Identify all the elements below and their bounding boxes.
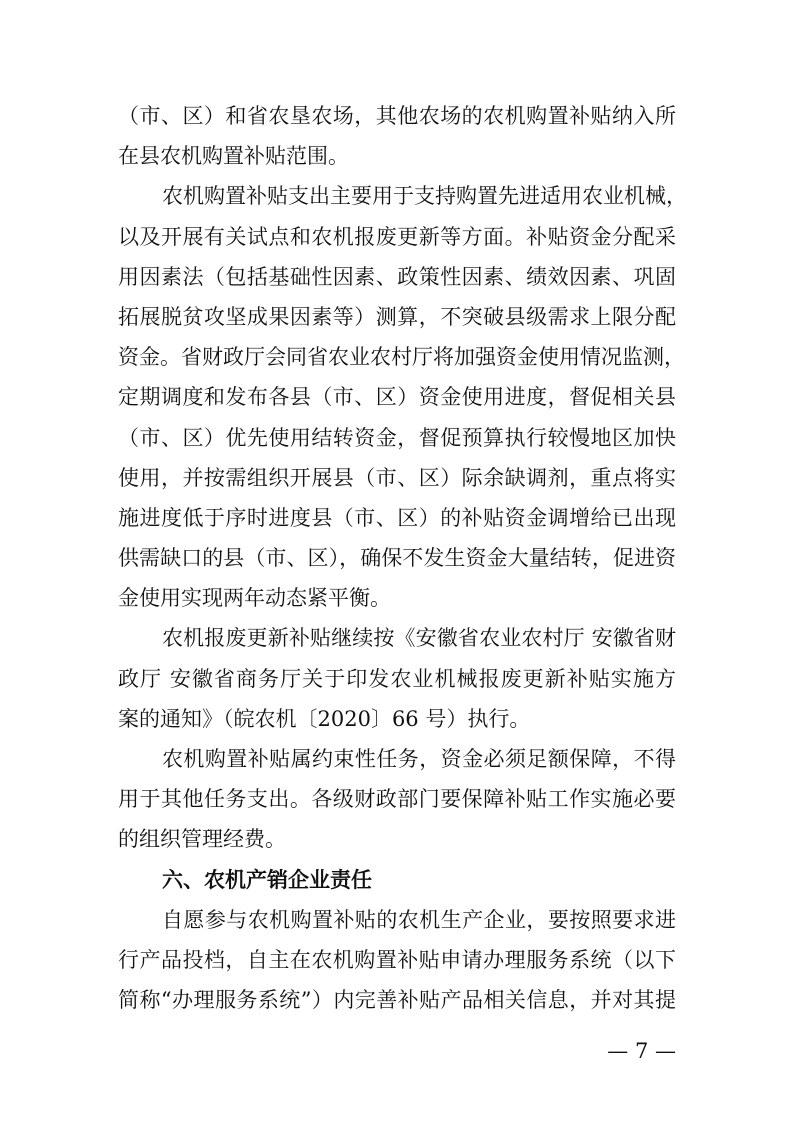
paragraph-line: 行产品投档，自主在农机购置补贴申请办理服务系统（以下 (118, 947, 676, 972)
paragraph-line: 使用，并按需组织开展县（市、区）际余缺调剂，重点将实 (118, 465, 676, 490)
paragraph-line: 农机购置补贴属约束性任务，资金必须足额保障，不得 (162, 747, 676, 771)
paragraph-line: 的组织管理经费。 (118, 827, 286, 852)
paragraph-line: 供需缺口的县（市、区），确保不发生资金大量结转，促进资 (118, 546, 676, 571)
paragraph-line: 农机报废更新补贴继续按《安徽省农业农村厅 安徽省财 (162, 626, 676, 651)
page-number: — 7 — (607, 1039, 676, 1063)
paragraph-line: 农机购置补贴支出主要用于支持购置先进适用农业机械， (162, 184, 687, 209)
paragraph-line: 金使用实现两年动态紧平衡。 (118, 586, 391, 611)
paragraph-line: 案的通知》（皖农机〔2020〕66 号）执行。 (118, 706, 531, 731)
paragraph-line: 定期调度和发布各县（市、区）资金使用进度，督促相关县 (118, 385, 676, 410)
paragraph-line: （市、区）和省农垦农场，其他农场的农机购置补贴纳入所 (118, 104, 676, 128)
paragraph-line: 以及开展有关试点和农机报废更新等方面。补贴资金分配采 (118, 224, 676, 249)
document-body (118, 96, 687, 1020)
paragraph-line: （市、区）优先使用结转资金，督促预算执行较慢地区加快 (118, 425, 676, 450)
paragraph-line: 在县农机购置补贴范围。 (118, 144, 349, 169)
paragraph-line: 用因素法（包括基础性因素、政策性因素、绩效因素、巩固 (118, 264, 676, 289)
paragraph-line: 政厅 安徽省商务厅关于印发农业机械报废更新补贴实施方 (118, 666, 676, 691)
section-heading: 六、农机产销企业责任 (162, 867, 372, 892)
paragraph-line: 简称“办理服务系统”）内完善补贴产品相关信息，并对其提 (118, 988, 676, 1013)
paragraph-line: 资金。省财政厅会同省农业农村厅将加强资金使用情况监测， (118, 345, 685, 370)
paragraph-line: 施进度低于序时进度县（市、区）的补贴资金调增给已出现 (118, 505, 676, 530)
paragraph-line: 拓展脱贫攻坚成果因素等）测算，不突破县级需求上限分配 (118, 304, 676, 329)
paragraph-line: 用于其他任务支出。各级财政部门要保障补贴工作实施必要 (118, 787, 676, 812)
paragraph-line: 自愿参与农机购置补贴的农机生产企业，要按照要求进 (162, 907, 676, 932)
